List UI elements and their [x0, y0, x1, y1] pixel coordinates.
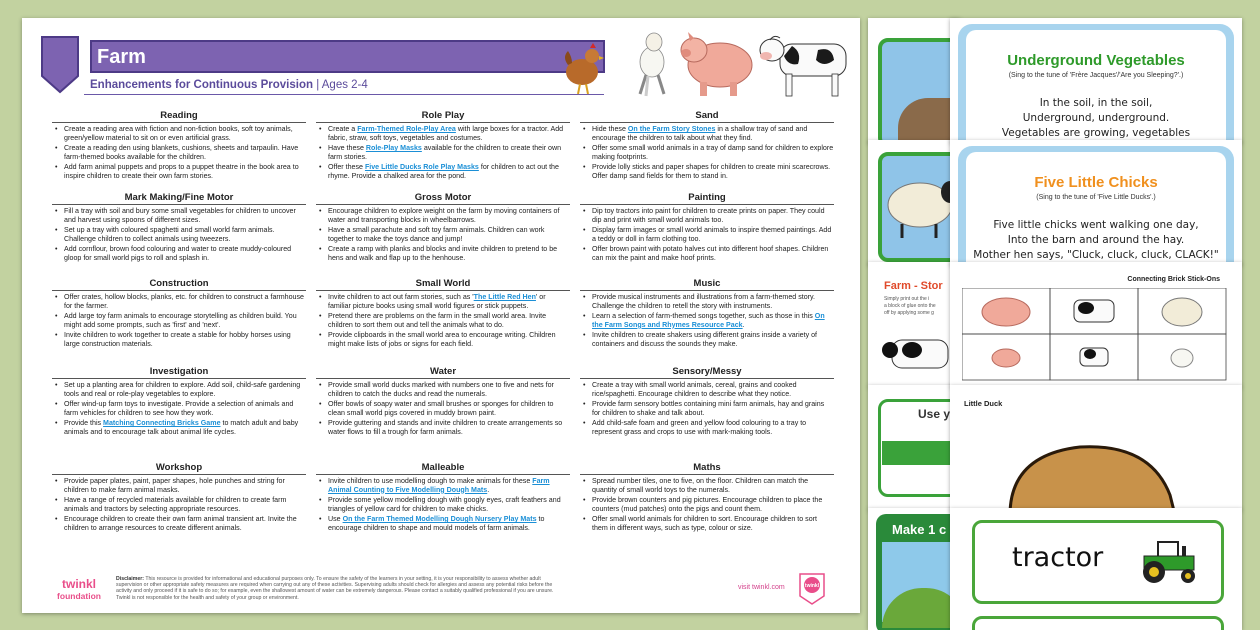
resource-link[interactable]: Farm-Themed Role-Play Area: [357, 125, 456, 133]
card-little-duck: [950, 385, 1242, 510]
activity-list: [580, 381, 834, 437]
activity-list: [316, 207, 570, 263]
story-text-line-3: off by applying some g: [884, 310, 934, 316]
activity-text: available for the children to create their own farm stories.: [328, 144, 562, 161]
activity-text: Provide guttering and stands and invite children to create arrangements so water flows to fill a trough for farm animals.: [328, 419, 563, 436]
card-five-little-chicks: [950, 140, 1242, 265]
activity-item: [316, 144, 570, 161]
cow-icon: [882, 332, 952, 382]
section-heading: Music: [580, 278, 834, 291]
section-heading: Role Play: [316, 110, 570, 123]
section-sensory: [580, 366, 834, 439]
activity-text: Offer bowls of soapy water and small brushes or sponges for children to clean small world pigs covered in muddy brown paint.: [328, 400, 554, 417]
activity-item: [316, 515, 570, 532]
chicks-line-2: Into the barn and around the hay.: [1007, 234, 1185, 246]
activity-text: Provide farm sensory bottles containing mini farm animals, hay and grains for children to shake and talk about.: [592, 400, 825, 417]
activity-item: [52, 245, 306, 262]
activity-text: to match adult and baby animals and to encourage talk about animal life cycles.: [64, 419, 299, 436]
section-heading: Gross Motor: [316, 192, 570, 205]
activity-text: Invite children to work together to create a stable for hobby horses using large construction materials.: [64, 331, 291, 348]
activity-item: [580, 163, 834, 180]
activity-text: Offer some small world animals in a tray of damp sand for children to explore making footprints.: [592, 144, 834, 161]
disclaimer-label: Disclaimer:: [116, 576, 144, 582]
lamb-icon: [1171, 349, 1193, 367]
activity-text: Add child-safe foam and green and yellow food colouring to a tray to represent grass and crops to use with mark-making tools.: [592, 419, 807, 436]
activity-list: [316, 125, 570, 181]
card-back-1: [868, 18, 960, 143]
activity-item: [580, 293, 834, 310]
activity-text: in a shallow tray of sand and encourage the children to talk about what they find.: [592, 125, 808, 142]
activity-list: [52, 293, 306, 349]
activity-item: [580, 312, 834, 329]
resource-link[interactable]: Matching Connecting Bricks Game: [103, 419, 221, 428]
page-footer: [52, 566, 842, 606]
section-sand: [580, 110, 834, 183]
activity-text: Add cornflour, brown food colouring and water to create muddy-coloured gloop for small world pigs to roll and splash in.: [64, 245, 292, 262]
activity-text: Create a ramp with planks and blocks and invite children to pretend to be hens and walk and flap up to the henhouse.: [328, 245, 558, 262]
duck-icon: [1000, 435, 1200, 510]
activity-text: Spread number tiles, one to five, on the floor. Children can match the quantity of small world toys to the numerals.: [592, 477, 809, 494]
story-card-title: Farm - Stor: [884, 280, 943, 292]
activity-item: [580, 226, 834, 243]
story-text-line-1: Simply print out the i: [884, 296, 930, 302]
activity-item: [52, 207, 306, 224]
chicks-title: Five Little Chicks: [1034, 174, 1158, 191]
activity-item: [580, 381, 834, 398]
activity-item: [316, 312, 570, 329]
section-heading: Construction: [52, 278, 306, 291]
activity-text: Provide musical instruments and illustrations from a farm-themed story. Challenge the children to retell the story with instruments.: [592, 293, 816, 310]
activity-text: Fill a tray with soil and bury some small vegetables for children to uncover and harvest using spoons of different sizes.: [64, 207, 296, 224]
title-bar: [90, 40, 605, 73]
section-music: [580, 278, 834, 351]
activity-text: Provide small world ducks marked with numbers one to five and nets for children to catch the ducks and read the numerals.: [328, 381, 554, 398]
activity-list: [580, 207, 834, 263]
activity-text: Display farm images or small world animals to inspire themed paintings. Add a teddy or doll in farm clothing too.: [592, 226, 832, 243]
activity-item: [316, 496, 570, 513]
section-mark-making: [52, 192, 306, 265]
underground-line-1: In the soil, in the soil,: [1039, 97, 1153, 109]
activity-item: [52, 381, 306, 398]
resource-link[interactable]: On the Farm Themed Modelling Dough Nursery Play Mats: [342, 515, 537, 524]
section-heading: Sensory/Messy: [580, 366, 834, 379]
activity-text: Provide some yellow modelling dough with googly eyes, craft feathers and triangles of yellow card for children to make chicks.: [328, 496, 561, 513]
activity-list: [52, 125, 306, 181]
underground-verse: [950, 96, 1242, 141]
activity-item: [316, 207, 570, 224]
farm-animals-illustration: [560, 20, 860, 102]
activity-item: [52, 144, 306, 161]
activity-text: .: [742, 320, 745, 329]
logo-top-text: twinkl: [61, 577, 97, 591]
sheep-icon: [1162, 298, 1202, 326]
underground-line-3: Vegetables are growing, vegetables: [1001, 127, 1191, 139]
chicks-line-3: Mother hen says, "Cluck, cluck, cluck, CLACK!": [973, 249, 1219, 261]
activity-text: Set up a planting area for children to explore. Add soil, child-safe gardening tools and real or role-play vegetables to explore.: [64, 381, 301, 398]
activity-item: [316, 381, 570, 398]
resource-link[interactable]: On the Farm Songs and Rhymes Resource Pack: [592, 312, 825, 329]
page-subtitle: [90, 79, 368, 91]
activity-item: [580, 477, 834, 494]
activity-text: Add farm animal puppets and props to a puppet theatre in the book area to inspire children to create their own farm stories.: [64, 163, 299, 180]
tractor-icon: [1136, 538, 1202, 586]
tractor-word: tractor: [1012, 542, 1104, 573]
activity-text: Have a small parachute and soft toy farm animals. Children can work together to make the toys dance and jump!: [328, 226, 545, 243]
section-painting: [580, 192, 834, 265]
activity-item: [316, 293, 570, 310]
activity-text: Learn a selection of farm-themed songs together, such as those in this: [592, 312, 815, 321]
activity-text: Invite children to use modelling dough to make animals for these: [328, 477, 533, 485]
activity-list: [316, 477, 570, 533]
activity-text: Use: [328, 515, 343, 524]
subtitle-ages: Ages 2-4: [321, 79, 368, 91]
activity-list: [580, 477, 834, 533]
section-workshop: [52, 462, 306, 535]
activity-text: Offer small world animals for children to sort. Encourage children to sort them in different ways, such as type, colour or size.: [592, 515, 817, 532]
activity-item: [52, 331, 306, 348]
chicks-verse: [950, 218, 1242, 263]
duck-card-title: Little Duck: [964, 399, 1003, 408]
activity-item: [52, 293, 306, 310]
subtitle-separator: |: [313, 79, 322, 91]
activity-text: Provide lolly sticks and paper shapes for children to create mini scarecrows. Offer damp sand fields for them to stand in.: [592, 163, 831, 180]
card-back-2: [868, 140, 960, 265]
activity-item: [316, 125, 570, 142]
disclaimer-text: This resource is provided for informational and educational purposes only. To ensure the safety of the learners in your setting, it is your responsibility to assess whether adult supervision or other appropriate safety measures are required when carrying out any of these activities. Supervising adults should check for allergies and assess any potential risks before the activity and only proceed if it is safe to do so; for example, even the shallowest amount of water can be extremely dangerous. Please contact a suitably qualified professional if you are unsure. Twinkl is not responsible for the health and safety of your group or environment.: [116, 576, 554, 601]
activity-item: [580, 419, 834, 436]
activity-text: Dip toy tractors into paint for children to create prints on paper. They could dip and print with small world animals too.: [592, 207, 825, 224]
activity-item: [316, 245, 570, 262]
activity-item: [52, 419, 306, 436]
section-reading: [52, 110, 306, 183]
activity-item: [316, 331, 570, 348]
resource-link[interactable]: Farm Animal Counting to Five Modelling Dough Mats: [328, 477, 550, 494]
activity-item: [52, 515, 306, 532]
chicks-subtitle: (Sing to the tune of 'Five Little Ducks'.): [1036, 194, 1156, 201]
activity-text: Offer brown paint with potato halves cut into different hoof shapes. Children can mix the paint and make hoof prints.: [592, 245, 829, 262]
lamb-icon: [640, 33, 664, 96]
card-connecting-brick: [950, 262, 1242, 387]
activity-item: [52, 226, 306, 243]
activity-text: Provide this: [64, 419, 104, 428]
activity-item: [580, 400, 834, 417]
activity-text: Offer crates, hollow blocks, planks, etc. for children to construct a farmhouse for the farmer.: [64, 293, 304, 310]
activity-text: to encourage children to shape and mould models of farm animals.: [328, 515, 545, 532]
activity-item: [316, 163, 570, 180]
activity-text: .: [487, 485, 490, 494]
section-heading: Painting: [580, 192, 834, 205]
activity-item: [52, 496, 306, 513]
visit-link[interactable]: visit twinkl.com: [738, 584, 785, 591]
title-underline: [84, 94, 604, 95]
underground-line-2: Underground, underground.: [1022, 112, 1170, 124]
activity-text: Have these: [328, 144, 366, 153]
piglet-icon: [992, 349, 1020, 367]
activity-text: Create a: [328, 125, 358, 133]
section-heading: Reading: [52, 110, 306, 123]
card-tractor: [950, 508, 1242, 630]
resource-link[interactable]: On the Farm Story Stones: [627, 125, 716, 133]
twinkl-badge-icon: [798, 572, 826, 606]
activity-text: Create a reading area with fiction and non-fiction books, soft toy animals, green/yellow material to sit on or even artificial grass.: [64, 125, 293, 142]
activity-text: Set up a tray with coloured spaghetti and small world farm animals. Challenge children to collect animals using tweezers.: [64, 226, 275, 243]
activity-text: Create a reading den using blankets, cushions, sheets and tarpaulin. Have farm-themed books available for the children.: [64, 144, 299, 161]
activity-text: Provide clipboards in the small world area to encourage writing. Children might make lists of jobs or signs for each field.: [328, 331, 556, 348]
story-card-text: [884, 296, 936, 317]
section-heading: Malleable: [316, 462, 570, 475]
calf-icon: [1080, 348, 1108, 366]
section-heading: Maths: [580, 462, 834, 475]
animal-stickers-grid: [962, 288, 1230, 384]
sheep-icon: [880, 170, 960, 240]
subtitle-main: Enhancements for Continuous Provision: [90, 79, 313, 91]
activity-item: [580, 496, 834, 513]
disclaimer: [116, 576, 556, 601]
activity-item: [580, 245, 834, 262]
activity-list: [316, 293, 570, 349]
resource-link[interactable]: The Little Red Hen: [473, 293, 536, 301]
activity-text: Provide brown counters and pig pictures. Encourage children to place the counters (mud patches) onto the pigs and count them.: [592, 496, 823, 513]
document-page: [22, 18, 860, 613]
activity-item: [316, 226, 570, 243]
activity-item: [580, 515, 834, 532]
section-water: [316, 366, 570, 439]
activity-list: [580, 125, 834, 181]
activity-item: [52, 125, 306, 142]
use-card-text: Use y: [918, 407, 951, 421]
activity-text: Invite children to act out farm stories, such as ': [328, 293, 474, 301]
activity-text: Encourage children to explore weight on the farm by moving containers of water and transporting blocks in wheelbarrows.: [328, 207, 560, 224]
section-heading: Water: [316, 366, 570, 379]
activity-item: [580, 125, 834, 142]
section-maths: [580, 462, 834, 535]
section-construction: [52, 278, 306, 351]
activity-text: Encourage children to create their own farm animal transient art. Invite the children to arrange resources to create different animals.: [64, 515, 297, 532]
card-use: [868, 385, 960, 510]
section-gross-motor: [316, 192, 570, 265]
activity-item: [316, 477, 570, 494]
underground-title: Underground Vegetables: [1007, 52, 1185, 69]
activity-text: Create a tray with small world animals, cereal, grains and cooked rice/spaghetti. Encourage children to describe what they notice.: [592, 381, 797, 398]
activity-text: with large boxes for a tractor. Add fabric, straw, soft toys, vegetables and costumes.: [328, 125, 564, 142]
activity-list: [52, 207, 306, 263]
section-investigation: [52, 366, 306, 439]
brick-card-title: Connecting Brick Stick-Ons: [1127, 276, 1220, 283]
hen-icon: [565, 43, 604, 94]
activity-item: [52, 312, 306, 329]
cow-icon: [760, 36, 846, 96]
section-role-play: [316, 110, 570, 183]
badge-text: twinkl: [804, 583, 820, 589]
activity-text: Pretend there are problems on the farm in the small world area. Invite children to sort them out and tell the animals what to do.: [328, 312, 547, 329]
resource-link[interactable]: Role-Play Masks: [365, 144, 422, 153]
activity-list: [316, 381, 570, 437]
section-heading: Workshop: [52, 462, 306, 475]
story-text-line-2: a block of glue onto the: [884, 303, 936, 309]
activity-text: ' or familiar picture books using small world figures or stick puppets.: [328, 293, 546, 310]
cow-icon: [1074, 300, 1114, 322]
underground-subtitle: (Sing to the tune of 'Frère Jacques'/'Are you Sleeping?'.): [1008, 72, 1184, 79]
bookmark-icon: [41, 36, 79, 94]
card-underground-vegetables: [950, 18, 1242, 143]
section-malleable: [316, 462, 570, 535]
activity-item: [580, 207, 834, 224]
activity-text: for children to act out the rhyme. Provide a chalked area for the pond.: [328, 163, 559, 180]
activity-item: [316, 400, 570, 417]
activity-text: Offer wind-up farm toys to investigate. Provide a selection of animals and farm vehicles for children to see how they work.: [64, 400, 294, 417]
pig-icon: [982, 298, 1030, 326]
activity-text: Invite children to create shakers using different grains inside a variety of containers and discuss the sounds they make.: [592, 331, 818, 348]
make-card-text: Make 1 c: [892, 522, 947, 537]
card-make: [868, 508, 960, 630]
section-heading: Investigation: [52, 366, 306, 379]
activity-item: [580, 144, 834, 161]
activity-item: [52, 163, 306, 180]
activity-text: Provide paper plates, paint, paper shapes, hole punches and string for children to make farm animal masks.: [64, 477, 285, 494]
activity-item: [52, 400, 306, 417]
twinkl-foundation-logo: [52, 574, 106, 604]
page-title: Farm: [97, 46, 146, 68]
activity-text: Have a range of recycled materials available for children to create farm animals and tractors by selecting appropriate resources.: [64, 496, 287, 513]
section-heading: Small World: [316, 278, 570, 291]
card-story: [868, 262, 960, 387]
resource-link[interactable]: Five Little Ducks Role Play Masks: [364, 163, 479, 172]
section-small-world: [316, 278, 570, 351]
activity-text: Hide these: [592, 125, 628, 133]
section-heading: Sand: [580, 110, 834, 123]
activity-text: Add large toy farm animals to encourage storytelling as children build. You might add some prompts, such as 'first' and 'next'.: [64, 312, 297, 329]
activity-list: [580, 293, 834, 349]
section-heading: Mark Making/Fine Motor: [52, 192, 306, 205]
chicks-line-1: Five little chicks went walking one day,: [993, 219, 1199, 231]
activity-item: [316, 419, 570, 436]
activity-text: Offer these: [328, 163, 365, 172]
activity-list: [52, 381, 306, 437]
activity-item: [52, 477, 306, 494]
activity-item: [580, 331, 834, 348]
pig-icon: [681, 32, 752, 96]
activity-list: [52, 477, 306, 533]
logo-bottom-text: foundation: [57, 591, 101, 601]
